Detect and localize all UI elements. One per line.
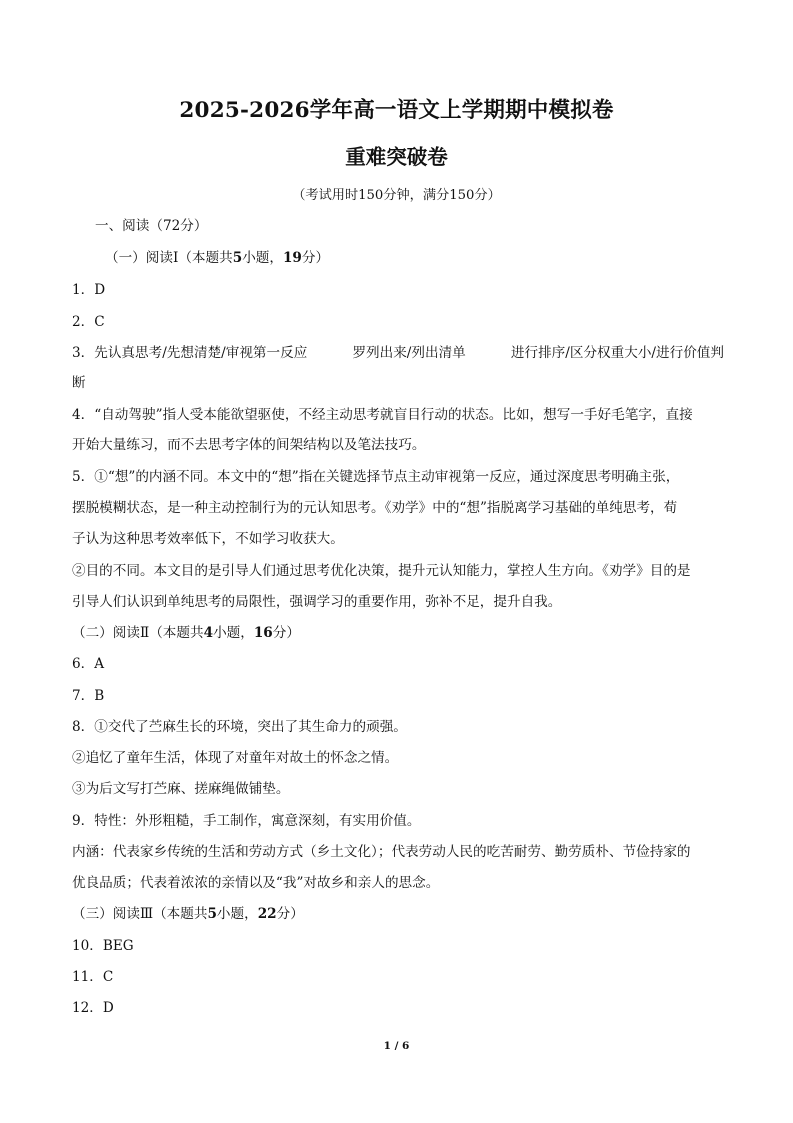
answer-10: 10．BEG — [72, 938, 134, 954]
part-heading-pre: （二）阅读Ⅱ（本题共 — [72, 625, 204, 641]
document-title: 2025-2026学年高一语文上学期期中模拟卷 — [179, 98, 614, 123]
answer-5-line-1: 5．①“想”的内涵不同。本文中的“想”指在关键选择节点主动审视第一反应，通过深度思考明确主张， — [72, 469, 680, 485]
answer-3 — [72, 343, 724, 363]
part-heading-mid: 小题， — [213, 625, 254, 641]
part-heading-pre: （三）阅读Ⅲ（本题共 — [72, 906, 208, 922]
exam-note: （考试用时150分钟，满分150分） — [292, 188, 501, 203]
question-count: 5 — [232, 250, 243, 266]
part-heading-reading-1 — [105, 248, 757, 268]
answer-3-segment-2: 罗列出来/列出清单 — [352, 345, 466, 361]
part-heading-post: 分） — [301, 250, 330, 266]
answer-9-line-3: 优良品质；代表着浓浓的亲情以及“我”对故乡和亲人的思念。 — [72, 875, 440, 891]
question-count: 5 — [207, 906, 217, 922]
question-count: 4 — [203, 625, 214, 641]
part-heading-post: 分） — [276, 906, 304, 922]
answer-8-line-3: ③为后文写打苎麻、搓麻绳做铺垫。 — [72, 781, 290, 797]
answer-12: 12．D — [72, 1000, 114, 1016]
answer-5-line-3: 子认为这种思考效率低下，不如学习收获大。 — [72, 531, 344, 547]
answer-8-line-2: ②追忆了童年生活，体现了对童年对故土的怀念之情。 — [72, 750, 399, 766]
answer-3-continuation: 断 — [72, 375, 86, 391]
document-subtitle: 重难突破卷 — [345, 145, 448, 169]
answer-3-segment-3: 进行排序/区分权重大小/进行价值判 — [510, 345, 724, 361]
answer-6: 6．A — [72, 656, 105, 672]
part-score: 22 — [257, 906, 277, 922]
answer-3-segment-1: 3．先认真思考/先想清楚/审视第一反应 — [72, 345, 308, 361]
part-heading-reading-2 — [72, 623, 724, 643]
part-score: 19 — [282, 250, 302, 266]
part-heading-post: 分） — [272, 625, 300, 641]
answer-5-line-5: 引导人们认识到单纯思考的局限性，强调学习的重要作用，弥补不足，提升自我。 — [72, 594, 562, 610]
answer-9-line-1: 9．特性：外形粗糙，手工制作，寓意深刻，有实用价值。 — [72, 813, 421, 829]
answer-4-line-1: 4．“自动驾驶”指人受本能欲望驱使，不经主动思考就盲目行动的状态。比如，想写一手好毛笔字，直接 — [72, 407, 693, 423]
part-heading-pre: （一）阅读Ⅰ（本题共 — [105, 250, 233, 266]
page-number: 1 / 6 — [383, 1040, 410, 1052]
answer-2: 2．C — [72, 314, 105, 330]
answer-5-line-4: ②目的不同。本文目的是引导人们通过思考优化决策，提升元认知能力，掌控人生方向。《劝学》目的是 — [72, 563, 691, 579]
part-heading-mid: 小题， — [242, 250, 283, 266]
answer-5-line-2: 摆脱模糊状态，是一种主动控制行为的元认知思考。《劝学》中的“想”指脱离学习基础的单纯思考，荀 — [72, 500, 678, 516]
answer-4-line-2: 开始大量练习，而不去思考字体的间架结构以及笔法技巧。 — [72, 437, 426, 453]
answer-11: 11．C — [72, 969, 114, 985]
answer-7: 7．B — [72, 688, 105, 704]
answer-8-line-1: 8．①交代了苎麻生长的环境，突出了其生命力的顽强。 — [72, 719, 407, 735]
part-score: 16 — [253, 625, 273, 641]
answer-1: 1．D — [72, 282, 106, 298]
section-heading-reading: 一、阅读（72分） — [95, 218, 208, 234]
part-heading-mid: 小题， — [216, 906, 258, 922]
part-heading-reading-3 — [72, 904, 724, 924]
answer-9-line-2: 内涵：代表家乡传统的生活和劳动方式（乡土文化）；代表劳动人民的吃苦耐劳、勤劳质朴、节俭持家的 — [72, 844, 691, 860]
